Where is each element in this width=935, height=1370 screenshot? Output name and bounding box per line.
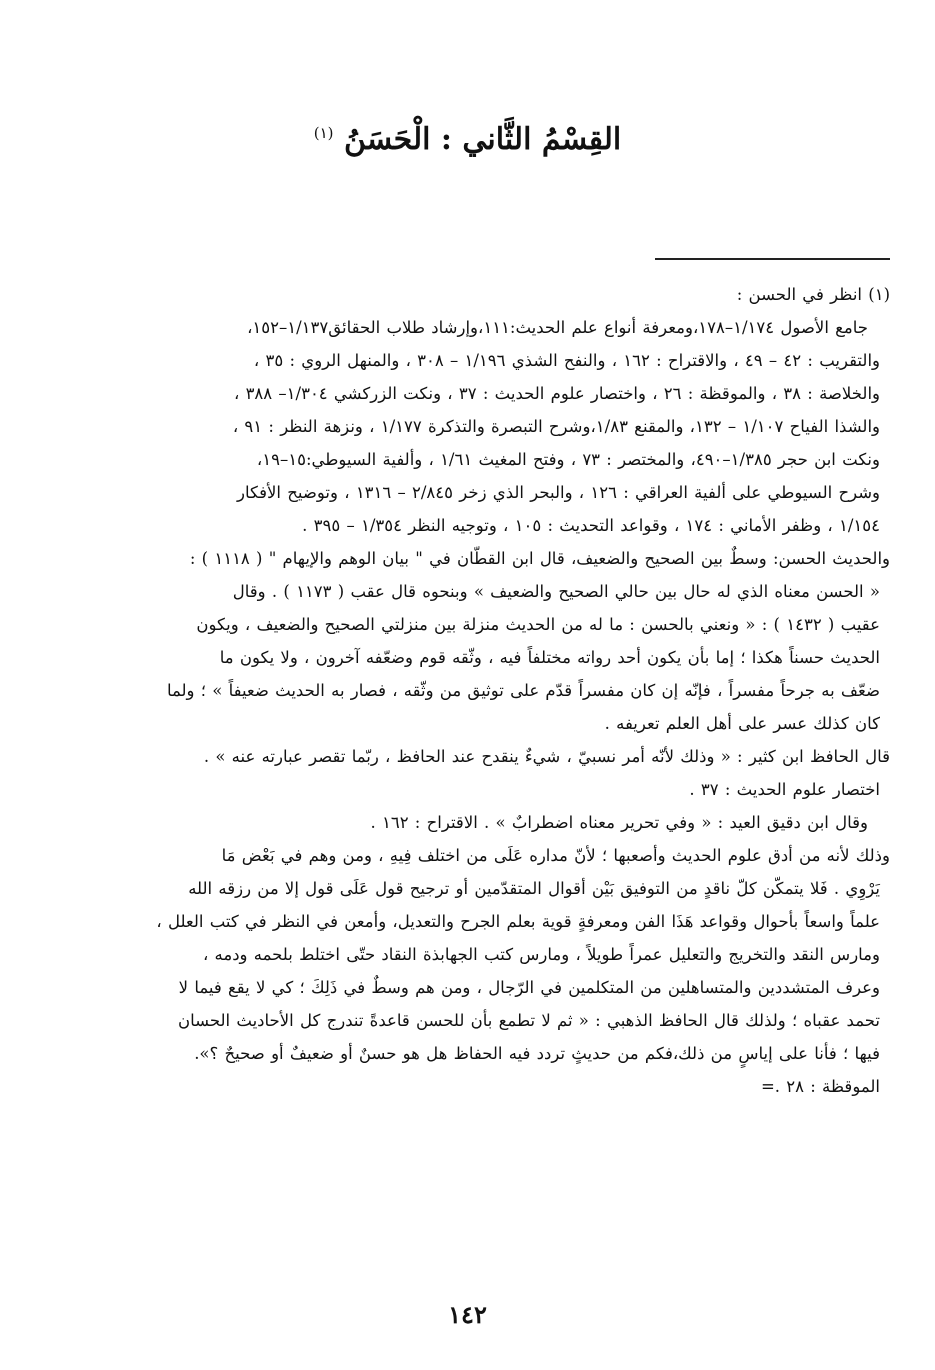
footnote-line: وعرف المتشددين والمتساهلين من المتكلمين في الرّجال ، ومن هم وسطٌ في ذَلِكَ ؛ كي لا يقع فيما لا	[178, 978, 880, 997]
footnote-line: والحديث الحسن: وسطٌ بين الصحيح والضعيف، قال ابن القطّان في " بيان الوهم والإيهام " ( ١١١٨ ) :	[189, 549, 890, 568]
footnote-line: ضعّف به جرحاً مفسراً ، فإنّه إن كان مفسراً قدّم على توثيق من وثّقه ، فصار به الحديث ضعيفاً » ؛ ولما	[166, 681, 880, 700]
footnote-line: تحمد عقباه ؛ ولذلك قال الحافظ الذهبي : « ثم لا تطمع بأن للحسن قاعدةً تندرج كل الأحاديث الحسان	[178, 1011, 880, 1030]
footnotes-block	[120, 278, 890, 1103]
footnote-line: الموقظة : ٢٨ .=	[760, 1077, 880, 1096]
footnote-line: وذلك لأنه من أدق علوم الحديث وأصعبها ؛ لأنّ مداره عَلَى من اختلف فِيهِ ، ومن وهم في بَعْض مَا	[221, 846, 890, 865]
footnote-line: وقال ابن دقيق العيد : « وفي تحرير معناه اضطرابٌ » . الاقتراح : ١٦٢ .	[370, 813, 868, 832]
footnote-separator	[655, 258, 890, 260]
footnote-line: فيها ؛ فأنا على إياسٍ من ذلك،فكم من حديثٍ تردد فيه الحفاظ هل هو حسنٌ أو ضعيفٌ أو صحيحٌ ؟».	[194, 1044, 880, 1063]
footnote-line: والخلاصة : ٣٨ ، والموقظة : ٢٦ ، واختصار علوم الحديث : ٣٧ ، ونكت الزركشي ١/٣٠٤– ٣٨٨ ،	[233, 384, 880, 403]
footnote-line: قال الحافظ ابن كثير : « وذلك لأنّه أمر نسبيّ ، شيءٌ ينقدح عند الحافظ ، ربّما تقصر عبارته عنه » .	[203, 747, 890, 766]
footnote-line: وشرح السيوطي على ألفية العراقي : ١٢٦ ، والبحر الذي زخر ٢/٨٤٥ – ١٣١٦ ، وتوضيح الأفكار	[237, 483, 880, 502]
footnote-line: كان كذلك عسر على أهل العلم تعريفه .	[604, 714, 880, 733]
footnote-line: يَرْوِي . فَلا يتمكّن كلّ ناقدٍ من التوفيق بَيْن أقوال المتقدّمين أو ترجيح قول عَلَى قول إلا من رزقه الله	[188, 879, 880, 898]
footnote-heading: (١) انظر في الحسن :	[736, 285, 890, 304]
footnote-line: علماً واسعاً بأحوال وقواعد هَذَا الفن ومعرفةٍ قوية بعلم الجرح والتعديل، وأمعن في النظر في كتب العلل ،	[156, 912, 880, 931]
footnote-line: ومارس النقد والتخريج والتعليل عمراً طويلاً ، ومارس كتب الجهابذة النقاد حتّى اختلط بلحمه ودمه ،	[202, 945, 880, 964]
section-title	[0, 120, 935, 159]
footnote-line: ونكت ابن حجر ١/٣٨٥–٤٩٠، والمختصر : ٧٣ ، وفتح المغيث ١/٦١ ، وألفية السيوطي:١٥–١٩،	[256, 450, 880, 469]
footnote-reference[interactable]: (١)	[313, 124, 334, 143]
footnote-line: اختصار علوم الحديث : ٣٧ .	[689, 780, 880, 799]
footnote-line: الحديث حسناً هكذا ؛ إما بأن يكون أحد رواته مختلفاً فيه ، وثّقه قوم وضعّفه آخرون ، ولا يكون ما	[219, 648, 880, 667]
footnote-line: ١/١٥٤ ، وظفر الأماني : ١٧٤ ، وقواعد التحديث : ١٠٥ ، وتوجيه النظر ١/٣٥٤ – ٣٩٥ .	[302, 516, 880, 535]
page-number: ١٤٢	[448, 1300, 487, 1329]
footnote-line: جامع الأصول ١/١٧٤–١٧٨،ومعرفة أنواع علم الحديث:١١١،وإرشاد طلاب الحقائق١/١٣٧–١٥٢،	[247, 318, 868, 337]
section-title-text: القِسْمُ الثَّاني : الْحَسَنُ	[343, 122, 622, 158]
footnote-line: والشذا الفياح ١/١٠٧ – ١٣٢، والمقنع ١/٨٣،وشرح التبصرة والتذكرة ١/١٧٧ ، ونزهة النظر : ٩١ ،	[232, 417, 880, 436]
footnote-line: عقيب ( ١٤٣٢ ) : « ونعني بالحسن : ما له من الحديث منزلة بين منزلتي الصحيح والضعيف ، ويكون	[196, 615, 880, 634]
footnote-line: « الحسن معناه الذي له حال بين حالي الصحيح والضعيف » وبنحوه قال عقب ( ١١٧٣ ) . وقال	[232, 582, 880, 601]
footnote-line: والتقريب : ٤٢ – ٤٩ ، والاقتراح : ١٦٢ ، والنفح الشذي ١/١٩٦ – ٣٠٨ ، والمنهل الروي : ٣٥ ،	[253, 351, 880, 370]
